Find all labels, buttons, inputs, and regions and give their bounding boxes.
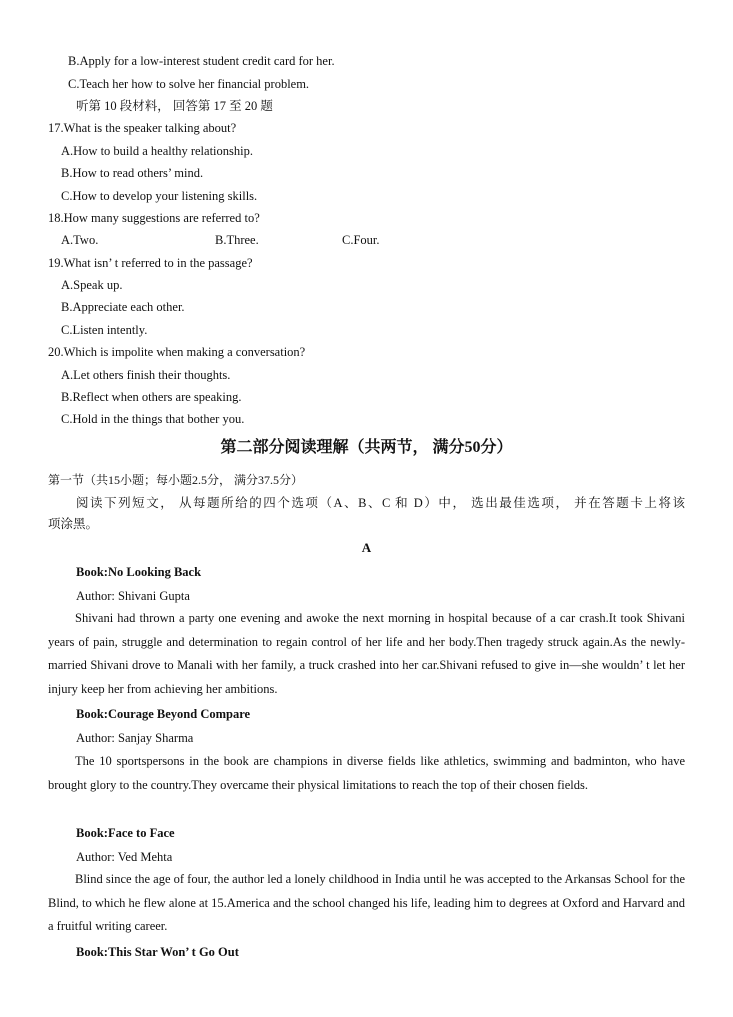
book-description xyxy=(48,607,685,702)
q20-stem: 20.Which is impolite when making a conversation? xyxy=(48,345,306,359)
book-title: Book:Face to Face xyxy=(76,826,175,840)
q18-stem: 18.How many suggestions are referred to? xyxy=(48,211,260,225)
instruction-line-1: 阅读下列短文， 从每题所给的四个选项（A、B、C 和 D）中， 选出最佳选项， 并在答题卡上将该 xyxy=(76,496,685,510)
q19-option-c: C.Listen intently. xyxy=(61,323,148,337)
q20-option-b: B.Reflect when others are speaking. xyxy=(61,390,242,404)
q18-option-a: A.Two. xyxy=(61,233,99,247)
book-description-text: Blind since the age of four, the author led a lonely childhood in India until he was accepted to the Arkansas School for the Blind, to which he flew alone at 15.America and the school changed his life, leading him to degrees at Oxford and Harvard and a fruitful writing career. xyxy=(48,872,685,934)
book-title: Book:This Star Won’ t Go Out xyxy=(76,945,239,959)
instruction-line-2: 项涂黑。 xyxy=(48,517,99,531)
q17-option-a: A.How to build a healthy relationship. xyxy=(61,144,253,158)
q20-option-a: A.Let others finish their thoughts. xyxy=(61,368,231,382)
book-description-text: The 10 sportspersons in the book are champions in diverse fields like athletics, swimming and badminton, who have brought glory to the country.They overcame their physical limitations to reach the top of their chosen fields. xyxy=(48,754,685,792)
q17-option-b: B.How to read others’ mind. xyxy=(61,166,204,180)
book-author: Author: Shivani Gupta xyxy=(76,589,190,603)
listening-instruction: 听第 10 段材料， 回答第 17 至 20 题 xyxy=(76,99,273,113)
q19-option-a: A.Speak up. xyxy=(61,278,123,292)
book-title: Book:Courage Beyond Compare xyxy=(76,707,251,721)
q19-option-b: B.Appreciate each other. xyxy=(61,300,185,314)
book-description xyxy=(48,750,685,797)
q16-option-b: B.Apply for a low-interest student credit card for her. xyxy=(68,54,335,68)
q17-option-c: C.How to develop your listening skills. xyxy=(61,189,258,203)
section1-heading: 第一节（共15小题；每小题2.5分， 满分37.5分） xyxy=(48,473,304,487)
book-description-text: Shivani had thrown a party one evening and awoke the next morning in hospital because of a car crash.It took Shivani years of pain, struggle and determination to regain control of her life and her body.Then tragedy struck again.As the newly-married Shivani drove to Manali with her family, a truck crashed into her car.Shivani refused to give in—she wouldn’ t let her injury keep her from achieving her ambitions. xyxy=(48,611,685,697)
q20-option-c: C.Hold in the things that bother you. xyxy=(61,412,245,426)
book-description xyxy=(48,868,685,939)
q16-option-c: C.Teach her how to solve her financial problem. xyxy=(68,77,310,91)
book-author: Author: Ved Mehta xyxy=(76,850,173,864)
passage-label: A xyxy=(361,540,372,555)
q19-stem: 19.What isn’ t referred to in the passage? xyxy=(48,256,253,270)
book-title: Book:No Looking Back xyxy=(76,565,202,579)
q17-stem: 17.What is the speaker talking about? xyxy=(48,121,237,135)
q18-option-c: C.Four. xyxy=(342,233,380,247)
q18-option-b: B.Three. xyxy=(215,233,259,247)
part2-title: 第二部分阅读理解（共两节， 满分50分） xyxy=(220,439,513,456)
book-author: Author: Sanjay Sharma xyxy=(76,731,194,745)
